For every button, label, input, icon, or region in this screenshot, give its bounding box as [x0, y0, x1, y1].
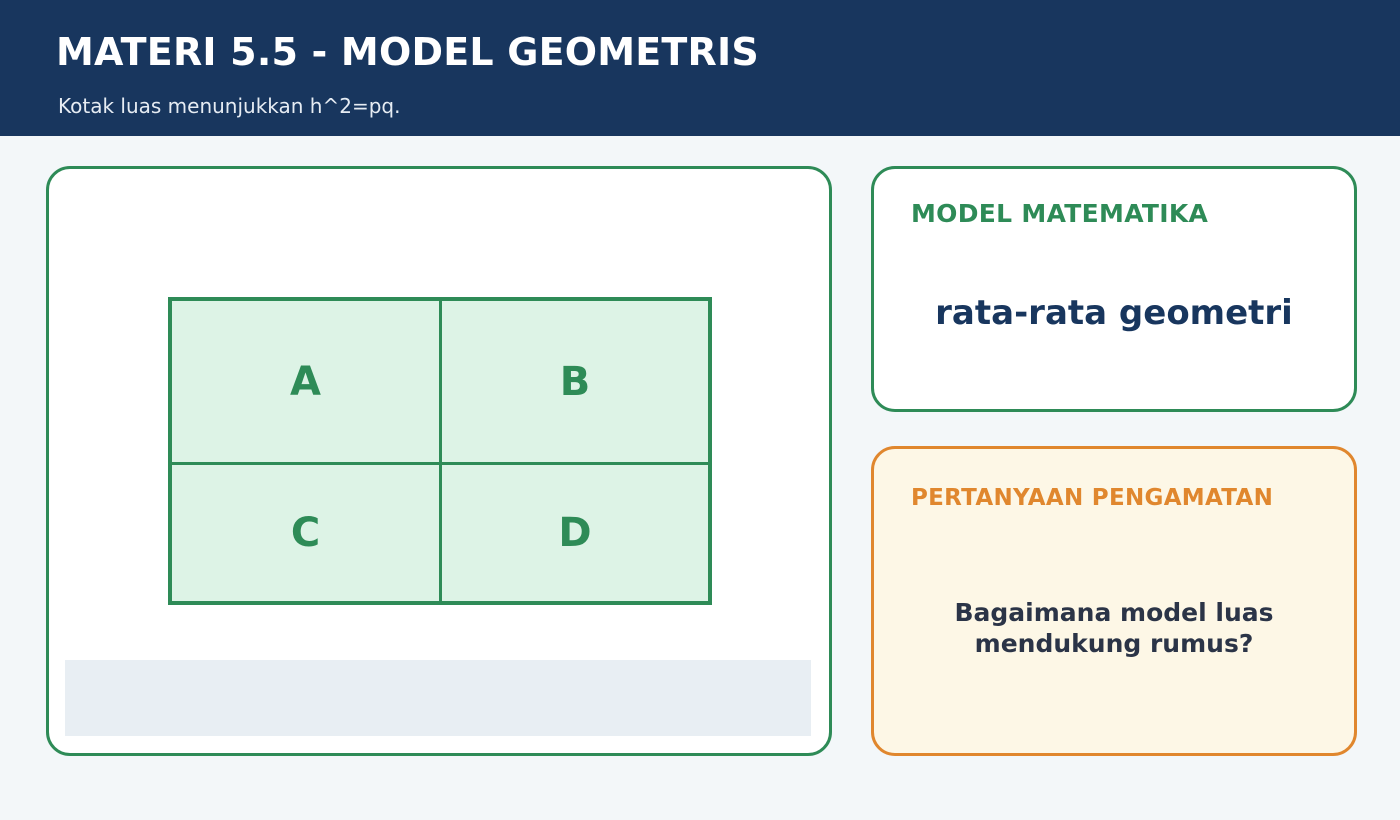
question-card-text: Bagaimana model luas mendukung rumus?	[954, 598, 1274, 658]
area-cell-d: D	[558, 510, 592, 556]
question-card	[871, 446, 1357, 756]
area-cell-c: C	[172, 465, 442, 601]
area-grid	[168, 297, 712, 605]
model-card	[871, 166, 1357, 412]
model-card-heading: MODEL MATEMATIKA	[911, 199, 1209, 228]
caption-bar	[65, 660, 811, 736]
model-card-value: rata-rata geometri	[935, 293, 1293, 333]
header-bar	[0, 0, 1400, 136]
page-title: MATERI 5.5 - MODEL GEOMETRIS	[56, 30, 759, 74]
area-cell-a: A	[172, 301, 442, 465]
diagram-panel	[46, 166, 832, 756]
page-subtitle: Kotak luas menunjukkan h^2=pq.	[58, 94, 401, 118]
area-cell-b: B	[442, 301, 708, 465]
question-card-heading: PERTANYAAN PENGAMATAN	[911, 485, 1274, 511]
